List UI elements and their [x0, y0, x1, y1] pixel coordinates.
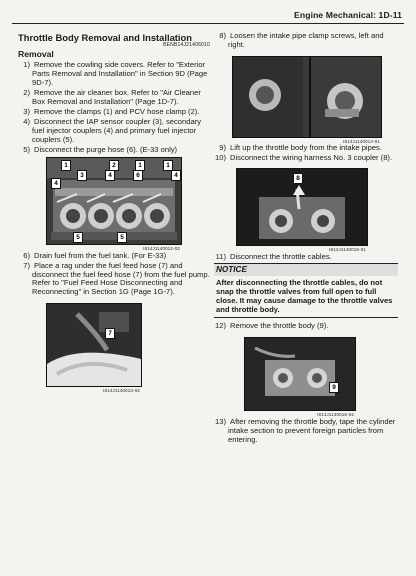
- step-item: [18, 108, 210, 117]
- step-text: After removing the throttle body, tape the cylinder intake section to prevent foreign particles from entering.: [228, 417, 396, 444]
- subsection-title: Removal: [18, 49, 54, 59]
- header-title: Engine Mechanical: 1D-11: [294, 10, 402, 20]
- step-text: Lift up the throttle body from the intake pipes.: [230, 142, 382, 152]
- step-item: [18, 252, 210, 261]
- step-item: [18, 89, 210, 107]
- step-item: [214, 322, 398, 331]
- step-number: 2): [23, 87, 30, 97]
- figure-code: I814J1140015-01: [329, 246, 366, 252]
- callout-4: 4: [105, 170, 115, 181]
- page-header: [0, 0, 416, 24]
- steps-list-f: [214, 322, 398, 331]
- callout-1: 1: [61, 160, 71, 171]
- step-item: [18, 262, 210, 297]
- callout-6: 6: [133, 170, 143, 181]
- step-number: 6): [23, 250, 30, 260]
- step-text: Remove the clamps (1) and PCV hose clamp (2).: [34, 106, 200, 116]
- step-text: Disconnect the purge hose (6). (E-33 only): [34, 144, 178, 154]
- figure-code: I814J1140013-02: [103, 387, 140, 393]
- steps-list-e: [214, 253, 398, 262]
- figure-code: I814J1140014-01: [343, 138, 380, 144]
- step-text: Remove the air cleaner box. Refer to "Air Cleaner Box Removal and Installation" (Page 1D-7).: [32, 87, 201, 106]
- step-number: 5): [23, 144, 30, 154]
- section-code: BENB14J21406010: [163, 42, 210, 48]
- step-number: 13): [215, 417, 226, 427]
- callout-5: 5: [117, 232, 127, 243]
- step-text: Drain fuel from the fuel tank. (For E-33): [34, 250, 167, 260]
- step-item: [214, 253, 398, 262]
- step-number: 7): [23, 260, 30, 270]
- step-item: [214, 418, 398, 444]
- section-title: Throttle Body Removal and Installation: [18, 32, 192, 43]
- step-number: 9): [219, 142, 226, 152]
- figure-harness-coupler: [236, 168, 368, 246]
- intake-clamps-photo: [233, 57, 381, 137]
- callout-4: 4: [51, 178, 61, 189]
- figure-throttle-body-removal: [244, 337, 356, 411]
- step-item: [214, 144, 398, 153]
- step-text: Place a rag under the fuel feed hose (7) and disconnect the fuel feed hose (7) from the fuel pump. Refer to "Fuel Feed Hose Disconnecting and Reconnecting" in Section 1G (Page 1G-7).: [32, 260, 210, 297]
- step-text: Remove the cowling side covers. Refer to "Exterior Parts Removal and Installation" in Section 9D (Page 9D-7).: [32, 60, 208, 87]
- notice-body: After disconnecting the throttle cables, do not snap the throttle valves from full open to full close. It may cause damage to the throttle valves and throttle body.: [214, 276, 398, 318]
- step-item: [18, 61, 210, 87]
- figure-fuel-feed-hose: [46, 303, 142, 387]
- figure-code: I814J1140016-02: [317, 412, 354, 418]
- callout-3: 3: [77, 170, 87, 181]
- callout-7: 7: [105, 328, 115, 339]
- step-text: Remove the throttle body (9).: [230, 321, 329, 331]
- step-number: 12): [215, 321, 226, 331]
- fuel-hose-photo: [47, 304, 141, 386]
- right-column: [214, 28, 398, 446]
- callout-1: 1: [163, 160, 173, 171]
- figure-code: I814J1140012-02: [143, 245, 180, 251]
- throttle-removal-photo: [245, 338, 355, 410]
- step-item: [214, 154, 398, 163]
- steps-list-g: [214, 418, 398, 444]
- step-item: [18, 146, 210, 155]
- figure-intake-pipe-clamps: [232, 56, 382, 138]
- step-number: 8): [219, 31, 226, 40]
- left-column: [18, 28, 210, 393]
- step-number: 10): [215, 152, 226, 162]
- callout-5: 5: [73, 232, 83, 243]
- callout-2: 2: [109, 160, 119, 171]
- figure-throttle-body-couplers: [46, 157, 182, 245]
- step-number: 3): [23, 106, 30, 116]
- callout-4: 4: [171, 170, 181, 181]
- step-number: 11): [215, 251, 226, 261]
- step-text: Disconnect the throttle cables.: [230, 251, 332, 261]
- step-item: [18, 118, 210, 144]
- step-text: Disconnect the IAP sensor coupler (3), secondary fuel injector couplers (4) and primary fuel injector couplers (5).: [32, 116, 202, 144]
- callout-9: 9: [329, 382, 339, 393]
- notice-heading: NOTICE: [214, 263, 398, 276]
- notice-box: [214, 263, 398, 318]
- step-number: 4): [23, 116, 30, 126]
- steps-list-b: [18, 252, 210, 297]
- step-text: Loosen the intake pipe clamp screws, left and right.: [228, 31, 384, 49]
- step-number: 1): [23, 60, 30, 69]
- callout-8: 8: [293, 173, 303, 184]
- steps-list-a: [18, 61, 210, 155]
- steps-list-c: [214, 32, 398, 50]
- step-text: Disconnect the wiring harness No. 3 coupler (8).: [230, 152, 393, 162]
- step-item: [214, 32, 398, 50]
- header-rule: [12, 23, 404, 24]
- callout-1: 1: [135, 160, 145, 171]
- steps-list-d: [214, 144, 398, 163]
